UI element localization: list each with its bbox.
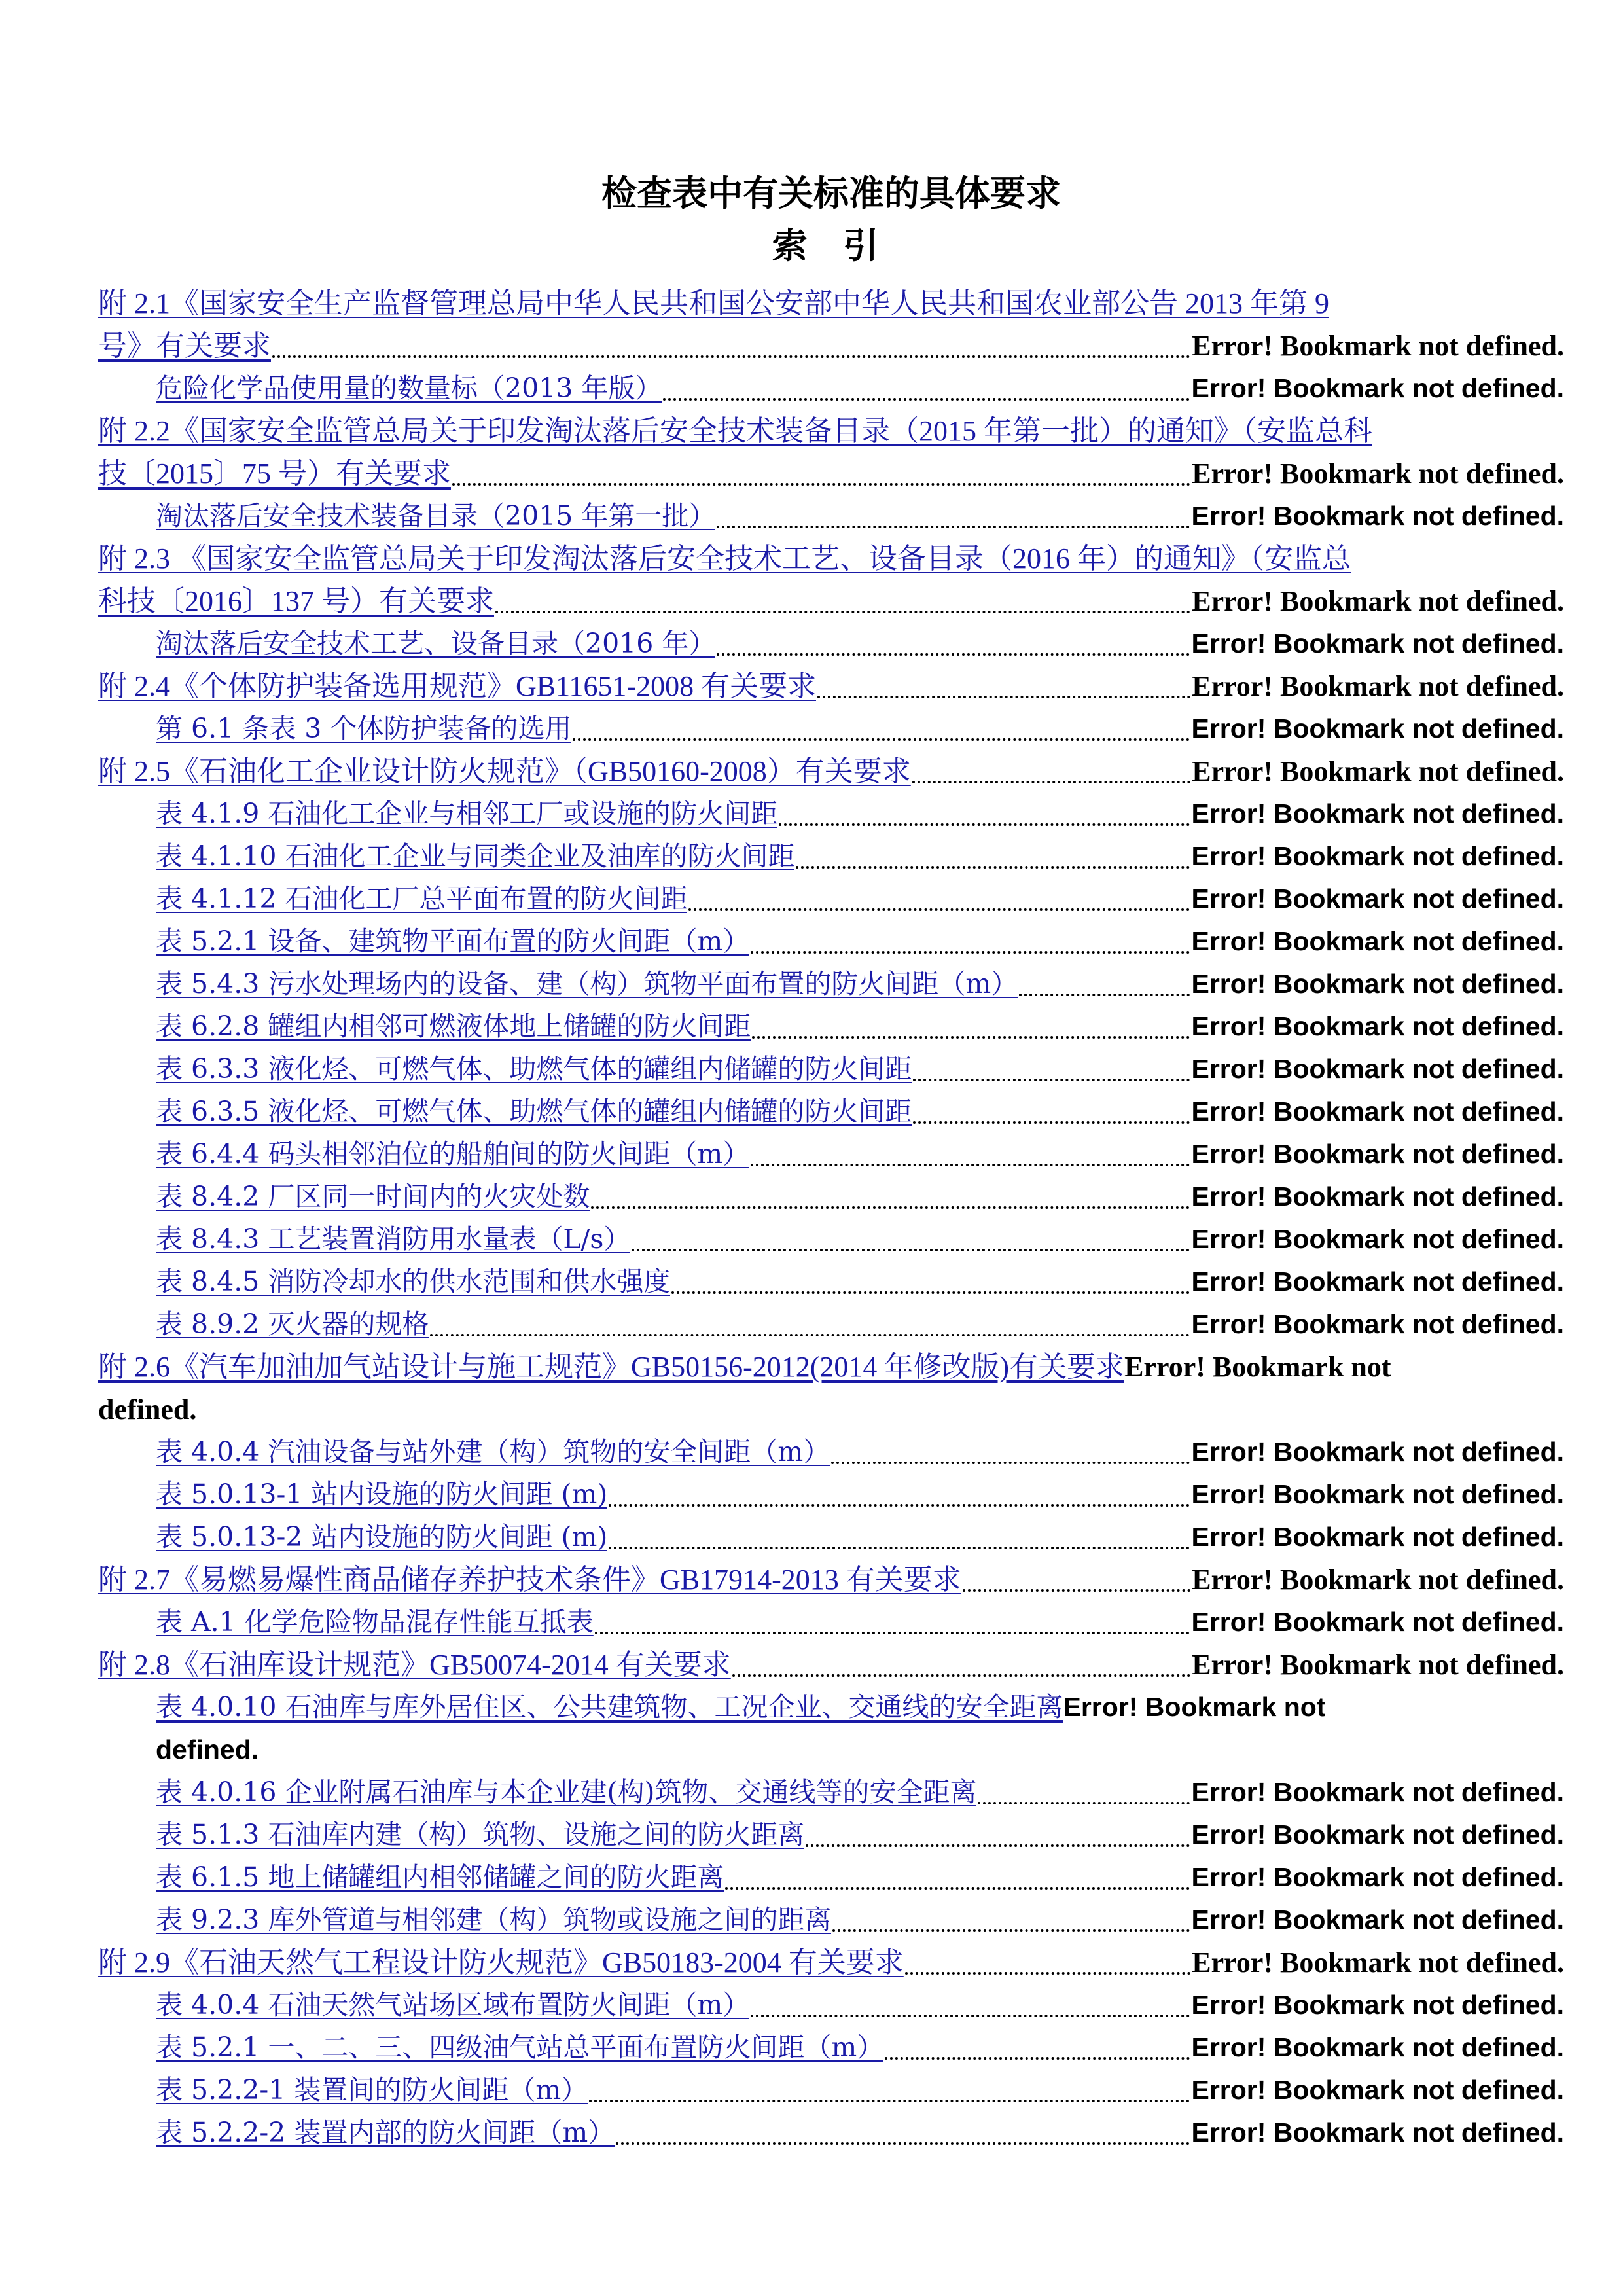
toc-error-text: Error! Bookmark not defined. [1191,1990,1564,2020]
toc-entry[interactable] [98,1303,1564,1346]
toc-leader-dots [913,1081,1190,1124]
toc-error-text: Error! Bookmark not defined. [1191,628,1564,658]
toc-entry-link[interactable]: 表 8.4.5 消防冷却水的供水范围和供水强度 [156,1266,671,1297]
toc-entry-link[interactable]: 表 5.2.1 设备、建筑物平面布置的防火间距（m） [156,925,750,957]
toc-leader-dots [609,1464,1190,1507]
toc-error-text: Error! Bookmark not defined. [1192,670,1564,702]
toc-entry-link-line[interactable]: 附 2.1《国家安全生产监督管理总局中华人民共和国公安部中华人民共和国农业部公告 2013 年第 9 [98,287,1329,319]
toc-leader-dots [751,911,1190,954]
toc-entry[interactable] [98,495,1564,537]
toc-entry[interactable] [98,282,1564,367]
table-of-contents [98,282,1564,2154]
toc-leader-dots [272,315,1190,358]
toc-entry[interactable] [98,1686,1564,1771]
toc-entry-link[interactable]: 附 2.7《易燃易爆性商品储存养护技术条件》GB17914-2013 有关要求 [98,1564,961,1596]
toc-leader-dots [688,869,1190,911]
toc-error-text: Error! Bookmark not defined. [1191,1011,1564,1041]
toc-error-text: Error! Bookmark not defined. [1192,1649,1564,1681]
toc-error-text: Error! Bookmark not defined. [1192,457,1564,490]
toc-entry-link[interactable]: 表 6.2.8 罐组内相邻可燃液体地上储罐的防火间距 [156,1011,751,1042]
toc-entry[interactable] [98,1005,1564,1048]
toc-leader-dots [832,1890,1190,1932]
toc-leader-dots [806,1804,1190,1847]
toc-entry[interactable] [98,1899,1564,1941]
toc-entry-link[interactable]: 表 4.1.9 石油化工企业与相邻工厂或设施的防火间距 [156,798,778,829]
toc-leader-dots [751,1975,1190,2017]
toc-entry-row [156,1686,1564,1729]
toc-error-continuation: defined. [98,1393,197,1426]
toc-leader-dots [751,1124,1190,1166]
toc-entry-link[interactable]: 表 8.4.3 工艺装置消防用水量表（L/s） [156,1223,631,1255]
toc-leader-dots [817,656,1190,698]
toc-leader-dots [573,698,1190,741]
toc-error-text: Error! Bookmark not defined. [1191,1820,1564,1850]
toc-error-text: Error! Bookmark not defined. [1191,926,1564,956]
toc-error-text: Error! Bookmark not defined. [1191,1479,1564,1509]
toc-entry-link[interactable]: 表 6.3.3 液化烃、可燃气体、助燃气体的罐组内储罐的防火间距 [156,1053,912,1085]
toc-error-text: Error! Bookmark not defined. [1191,2075,1564,2105]
toc-entry[interactable] [98,1643,1564,1686]
toc-leader-dots [663,358,1190,401]
toc-entry[interactable] [98,920,1564,963]
toc-error-continuation: defined. [156,1734,259,1765]
toc-entry[interactable] [98,537,1564,622]
toc-entry[interactable] [98,2111,1564,2154]
toc-leader-dots [779,783,1190,826]
toc-leader-dots [589,2060,1190,2102]
toc-error-text: Error! Bookmark not defined. [1191,1139,1564,1169]
toc-entry-link[interactable]: 表 4.0.4 石油天然气站场区域布置防火间距（m） [156,1989,750,2020]
toc-entry-link[interactable]: 表 5.4.3 污水处理场内的设备、建（构）筑物平面布置的防火间距（m） [156,968,1018,999]
toc-leader-dots [632,1209,1190,1251]
toc-entry-link[interactable]: 表 5.2.2-2 装置内部的防火间距（m） [156,2117,615,2148]
toc-error-text: Error! Bookmark not defined. [1191,2032,1564,2062]
toc-entry-link[interactable]: 附 2.4《个体防护装备选用规范》GB11651-2008 有关要求 [98,670,817,702]
toc-entry-link[interactable]: 表 8.9.2 灭火器的规格 [156,1308,429,1340]
toc-entry-link[interactable]: 表 6.3.5 液化烃、可燃气体、助燃气体的罐组内储罐的防火间距 [156,1096,912,1127]
toc-error-text: Error! Bookmark not defined. [1191,1607,1564,1637]
toc-error-text: Error! Bookmark not defined. [1191,1181,1564,1211]
toc-entry-link[interactable]: 号》有关要求 [98,330,271,362]
toc-error-text: Error! Bookmark not defined. [1191,2117,1564,2147]
toc-entry-link[interactable]: 表 6.1.5 地上储罐组内相邻储罐之间的防火距离 [156,1861,724,1893]
toc-error-text: Error! Bookmark not defined. [1191,1096,1564,1126]
toc-entry-link-line[interactable]: 附 2.2《国家安全监管总局关于印发淘汰落后安全技术装备目录（2015 年第一批）的通知》（安监总科 [98,415,1372,447]
toc-error-text: Error! Bookmark not defined. [1191,1905,1564,1935]
toc-error-text: Error! Bookmark not defined. [1192,330,1564,362]
page-title: 检查表中有关标准的具体要求 [601,172,1061,214]
toc-error-text: Error! Bookmark not defined. [1192,1564,1564,1596]
toc-entry-link[interactable]: 表 A.1 化学危险物品混存性能互抵表 [156,1606,594,1638]
toc-leader-dots [796,826,1190,869]
toc-entry-link[interactable]: 表 5.2.2-1 装置间的防火间距（m） [156,2074,588,2106]
toc-entry-link[interactable]: 附 2.8《石油库设计规范》GB50074-2014 有关要求 [98,1649,731,1681]
toc-error-text: Error! Bookmark not defined. [1192,755,1564,787]
toc-entry-link[interactable]: 淘汰落后安全技术装备目录（2015 年第一批） [156,500,716,531]
toc-entry-link[interactable]: 技〔2015〕75 号）有关要求 [98,457,451,490]
toc-error-text: Error! Bookmark not defined. [1191,1437,1564,1467]
toc-entry-link[interactable]: 表 6.4.4 码头相邻泊位的船舶间的防火间距（m） [156,1138,750,1170]
toc-error-text: Error! Bookmark not defined. [1191,373,1564,403]
toc-leader-dots [495,571,1190,613]
toc-error-text: Error! Bookmark not defined. [1191,1777,1564,1807]
toc-error-text: Error! Bookmark not defined. [1191,969,1564,999]
toc-error-text: Error! Bookmark not defined. [1191,884,1564,914]
toc-error-text: Error! Bookmark not defined. [1192,1946,1564,1979]
toc-error-text: Error! Bookmark not defined. [1191,713,1564,744]
toc-entry-link[interactable]: 表 4.1.12 石油化工厂总平面布置的防火间距 [156,883,688,914]
document-page [98,167,1564,2154]
toc-entry-link[interactable]: 附 2.9《石油天然气工程设计防火规范》GB50183-2004 有关要求 [98,1946,904,1979]
toc-error-text: Error! Bookmark not defined. [1191,501,1564,531]
page-subtitle: 索 引 [772,224,891,266]
toc-error-text: Error! Bookmark not defined. [1191,1862,1564,1892]
toc-leader-dots [831,1422,1190,1464]
toc-error-text: Error! Bookmark not defined. [1191,1309,1564,1339]
toc-entry[interactable] [98,1346,1564,1431]
toc-entry[interactable] [98,708,1564,750]
toc-leader-dots [963,1549,1190,1592]
toc-entry-link[interactable]: 表 5.2.1 一、二、三、四级油气站总平面布置防火间距（m） [156,2032,884,2063]
toc-entry-link[interactable]: 表 5.1.3 石油库内建（构）筑物、设施之间的防火距离 [156,1819,805,1850]
toc-leader-dots [885,2017,1190,2060]
toc-entry-link[interactable]: 表 9.2.3 库外管道与相邻建（构）筑物或设施之间的距离 [156,1904,832,1935]
toc-leader-dots [905,1932,1190,1975]
toc-entry-link[interactable]: 淘汰落后安全技术工艺、设备目录（2016 年） [156,628,716,659]
toc-entry-link[interactable]: 表 4.1.10 石油化工企业与同类企业及油库的防火间距 [156,840,795,872]
toc-entry-link[interactable]: 表 4.0.4 汽油设备与站外建（构）筑物的安全间距（m） [156,1436,830,1467]
toc-error-text: Error! Bookmark not defined. [1191,1266,1564,1297]
toc-entry[interactable] [98,1856,1564,1899]
toc-error-text: Error! Bookmark not [1124,1351,1391,1383]
toc-error-text: Error! Bookmark not defined. [1191,1054,1564,1084]
toc-entry-link[interactable]: 危险化学品使用量的数量标（2013 年版） [156,372,662,404]
toc-leader-dots [671,1251,1190,1294]
toc-entry-link-line[interactable]: 附 2.3 《国家安全监管总局关于印发淘汰落后安全技术工艺、设备目录（2016 年）的通知》（安监总 [98,543,1351,575]
toc-entry-link[interactable]: 表 4.0.16 企业附属石油库与本企业建(构)筑物、交通线等的安全距离 [156,1776,977,1808]
toc-entry-link[interactable]: 表 4.0.10 石油库与库外居住区、公共建筑物、工况企业、交通线的安全距离 [156,1691,1063,1723]
toc-leader-dots [913,1039,1190,1081]
toc-entry[interactable] [98,1048,1564,1090]
toc-entry-link[interactable]: 表 5.0.13-1 站内设施的防火间距 (m) [156,1479,608,1510]
toc-entry-link[interactable]: 科技〔2016〕137 号）有关要求 [98,585,494,617]
toc-entry[interactable] [98,1516,1564,1558]
toc-leader-dots [452,443,1190,486]
toc-leader-dots [978,1762,1190,1804]
toc-leader-dots [595,1592,1190,1634]
toc-entry-link[interactable]: 表 8.4.2 厂区同一时间内的火灾处数 [156,1181,590,1212]
toc-leader-dots [912,741,1190,783]
toc-entry-link[interactable]: 表 5.0.13-2 站内设施的防火间距 (m) [156,1521,608,1552]
toc-leader-dots [1019,954,1190,996]
toc-error-text: Error! Bookmark not defined. [1191,798,1564,829]
toc-error-text: Error! Bookmark not defined. [1191,841,1564,871]
toc-entry-row [98,1346,1564,1388]
toc-leader-dots [430,1294,1190,1336]
toc-error-text: Error! Bookmark not defined. [1192,585,1564,617]
toc-entry-link[interactable]: 附 2.6《汽车加油加气站设计与施工规范》GB50156-2012(2014 年修改版)有关要求 [98,1351,1125,1383]
toc-entry[interactable] [98,1984,1564,2026]
toc-error-text: Error! Bookmark not defined. [1191,1224,1564,1254]
toc-leader-dots [732,1634,1190,1677]
toc-leader-dots [616,2102,1190,2145]
toc-entry-link[interactable]: 第 6.1 条表 3 个体防护装备的选用 [156,713,572,744]
toc-error-text: Error! Bookmark not defined. [1191,1522,1564,1552]
toc-error-text: Error! Bookmark not [1063,1692,1326,1722]
toc-leader-dots [752,996,1190,1039]
toc-leader-dots [717,486,1190,528]
toc-leader-dots [717,613,1190,656]
toc-leader-dots [609,1507,1190,1549]
toc-leader-dots [591,1166,1190,1209]
toc-entry[interactable] [98,367,1564,410]
toc-entry[interactable] [98,410,1564,495]
toc-entry-link[interactable]: 附 2.5《石油化工企业设计防火规范》（GB50160-2008）有关要求 [98,755,911,787]
toc-leader-dots [725,1847,1190,1890]
